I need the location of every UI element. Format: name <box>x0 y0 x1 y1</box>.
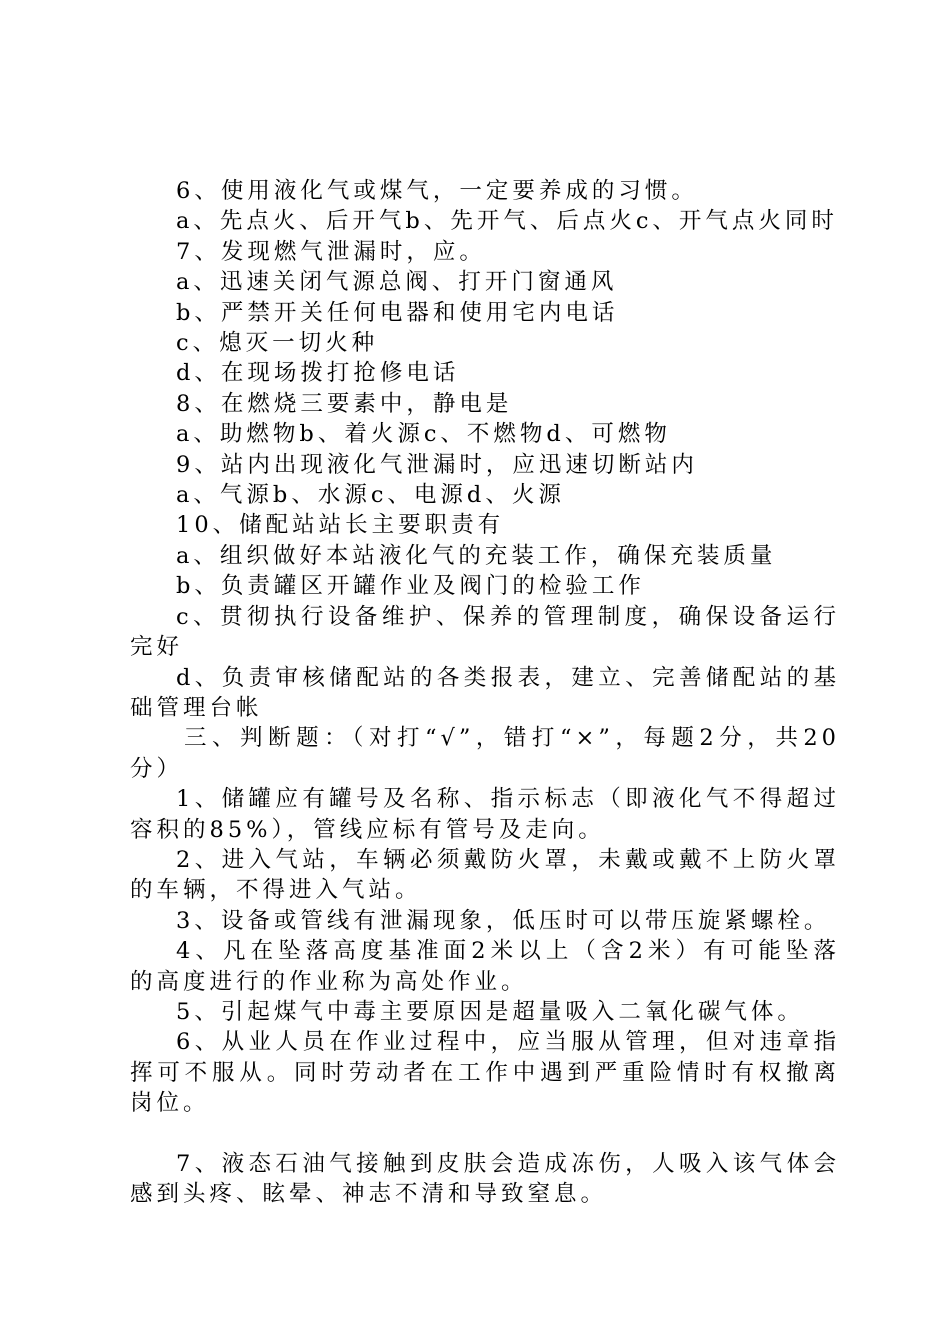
section-heading: 三、判断题：（对打“√”，错打“×”，每题2分，共20分） <box>130 725 840 782</box>
question-10-option-d: d、负责审核储配站的各类报表，建立、完善储配站的基础管理台帐 <box>130 664 840 721</box>
judgement-6: 6、从业人员在作业过程中，应当服从管理，但对违章指挥可不服从。同时劳动者在工作中遇到严重险情时有权撤离岗位。 <box>130 1029 840 1117</box>
question-7-option-a: a、迅速关闭气源总阀、打开门窗通风 <box>176 269 618 296</box>
question-9-options: a、气源b、水源c、电源d、火源 <box>176 482 565 509</box>
judgement-4: 4、凡在坠落高度基准面2米以上（含2米）有可能坠落的高度进行的作业称为高处作业。 <box>130 938 840 995</box>
judgement-7: 7、液态石油气接触到皮肤会造成冻伤，人吸入该气体会感到头疼、眩晕、神志不清和导致窒息。 <box>130 1150 840 1207</box>
question-7-option-c: c、熄灭一切火种 <box>176 330 379 357</box>
question-10: 10、储配站站长主要职责有 <box>176 512 505 539</box>
question-7-option-b: b、严禁开关任何电器和使用宅内电话 <box>176 299 619 326</box>
question-8-options: a、助燃物b、着火源c、不燃物d、可燃物 <box>176 421 671 448</box>
question-6: 6、使用液化气或煤气，一定要养成的习惯。 <box>176 178 698 204</box>
judgement-2: 2、进入气站，车辆必须戴防火罩，未戴或戴不上防火罩的车辆，不得进入气站。 <box>130 846 840 904</box>
question-7: 7、发现燃气泄漏时，应。 <box>176 238 486 265</box>
question-8: 8、在燃烧三要素中，静电是 <box>176 390 513 417</box>
judgement-3: 3、设备或管线有泄漏现象，低压时可以带压旋紧螺栓。 <box>176 907 831 934</box>
question-7-option-d: d、在现场拨打抢修电话 <box>176 360 460 387</box>
question-6-options: a、先点火、后开气b、先开气、后点火c、开气点火同时 <box>176 208 838 235</box>
document-body <box>130 176 840 1209</box>
paragraph-gap <box>130 1119 840 1149</box>
question-10-option-c: c、贯彻执行设备维护、保养的管理制度，确保设备运行完好 <box>130 603 840 661</box>
question-9: 9、站内出现液化气泄漏时，应迅速切断站内 <box>176 451 698 478</box>
question-10-option-a: a、组织做好本站液化气的充装工作，确保充装质量 <box>176 542 777 569</box>
judgement-1: 1、储罐应有罐号及名称、指示标志（即液化气不得超过容积的85%），管线应标有管号及走向。 <box>130 786 840 843</box>
judgement-5: 5、引起煤气中毒主要原因是超量吸入二氧化碳气体。 <box>176 998 804 1025</box>
question-10-option-b: b、负责罐区开罐作业及阀门的检验工作 <box>176 573 645 600</box>
